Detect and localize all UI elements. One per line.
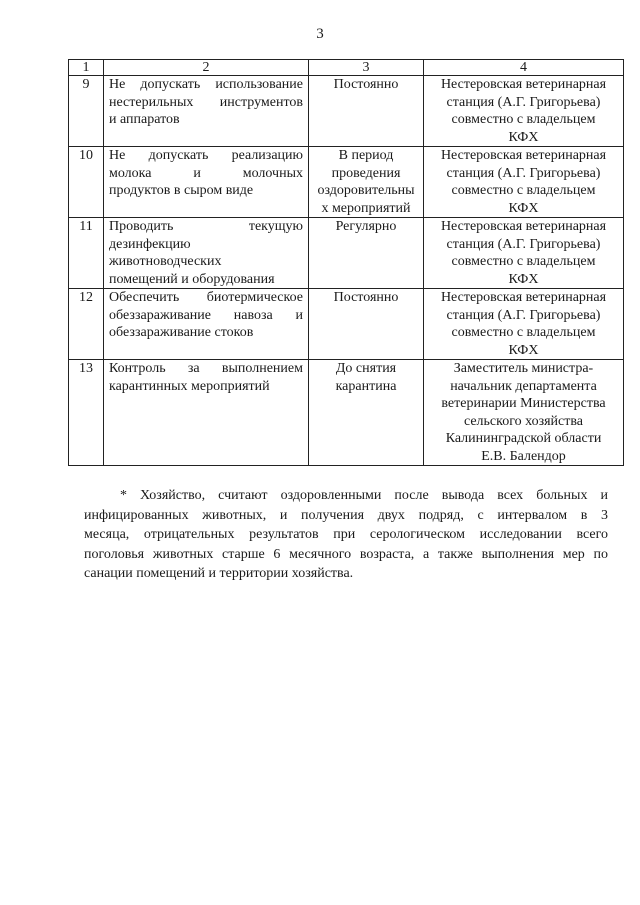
term-cell	[309, 360, 424, 466]
term-text-line: В период	[338, 148, 394, 163]
action-text-line: помещений и оборудования	[109, 271, 275, 287]
responsible-text-line: станция (А.Г. Григорьева)	[446, 165, 601, 181]
responsible-text-line: станция (А.Г. Григорьева)	[446, 236, 601, 252]
responsible-text-line: КФХ	[508, 342, 539, 358]
action-text-line: молока и молочных	[109, 165, 303, 181]
row-number: 9	[69, 76, 104, 147]
footnote-line: инфицированных животных, и получения двух подряд, с интервалом в 3	[84, 507, 608, 523]
responsible-text-line: совместно с владельцем	[451, 254, 596, 269]
responsible-text-line: Нестеровская ветеринарная	[440, 219, 607, 234]
action-text-line: Проводить текущую	[109, 219, 303, 234]
responsible-text-line: начальник департамента	[450, 378, 597, 394]
table-header-row	[69, 60, 624, 76]
responsible-text-line: совместно с владельцем	[451, 325, 596, 340]
responsible-text-line: ветеринарии Министерства	[441, 396, 606, 411]
responsible-text-line: совместно с владельцем	[451, 112, 596, 127]
responsible-text-line: Нестеровская ветеринарная	[440, 148, 607, 163]
term-text-line: оздоровительны	[317, 183, 415, 198]
action-text-line: дезинфекцию	[109, 236, 191, 252]
action-text-line: обеззараживание навоза и	[109, 307, 303, 323]
responsible-text-line: КФХ	[508, 271, 539, 287]
table-row	[69, 289, 624, 360]
action-text-line: животноводческих	[109, 254, 222, 269]
responsible-text-line: КФХ	[508, 129, 539, 145]
responsible-cell	[424, 289, 624, 360]
table-body	[69, 76, 624, 466]
action-text-line: карантинных мероприятий	[109, 378, 270, 394]
responsible-text-line: станция (А.Г. Григорьева)	[446, 94, 601, 110]
action-text-line: и аппаратов	[109, 112, 180, 127]
row-number: 11	[69, 218, 104, 289]
footnote	[84, 486, 608, 584]
footnote-line: * Хозяйство, считают оздоровленными после вывода всех больных и	[120, 488, 608, 503]
term-text-line: х мероприятий	[321, 200, 411, 216]
action-cell	[104, 289, 309, 360]
responsible-text-line: КФХ	[508, 200, 539, 216]
page-number: 3	[316, 26, 324, 42]
responsible-cell	[424, 147, 624, 218]
footnote-line: месяца, отрицательных результатов при серологическом исследовании всего	[84, 527, 608, 542]
action-cell	[104, 76, 309, 147]
responsible-text-line: Е.В. Балендор	[481, 448, 566, 464]
action-text-line: Не допускать использование	[109, 77, 303, 92]
table-row	[69, 360, 624, 466]
responsible-text-line: станция (А.Г. Григорьева)	[446, 307, 601, 323]
row-number: 10	[69, 147, 104, 218]
column-header-4: 4	[424, 60, 624, 76]
table-row	[69, 76, 624, 147]
responsible-cell	[424, 360, 624, 466]
term-text-line: карантина	[335, 378, 397, 394]
action-text-line: Обеспечить биотермическое	[109, 290, 303, 305]
column-header-2: 2	[104, 60, 309, 76]
responsible-text-line: Нестеровская ветеринарная	[440, 77, 607, 92]
term-text-line: Регулярно	[335, 219, 397, 234]
action-text-line: Не допускать реализацию	[109, 148, 303, 163]
measures-table	[68, 59, 624, 466]
term-cell	[309, 289, 424, 360]
term-text-line: Постоянно	[333, 77, 399, 92]
responsible-text-line: совместно с владельцем	[451, 183, 596, 198]
term-cell	[309, 147, 424, 218]
row-number: 13	[69, 360, 104, 466]
action-cell	[104, 360, 309, 466]
row-number: 12	[69, 289, 104, 360]
action-text-line: продуктов в сыром виде	[109, 183, 254, 198]
action-cell	[104, 218, 309, 289]
action-text-line: нестерильных инструментов	[109, 94, 303, 110]
action-text-line: Контроль за выполнением	[109, 361, 303, 376]
term-cell	[309, 218, 424, 289]
footnote-line: санации помещений и территории хозяйства.	[84, 566, 354, 581]
responsible-text-line: сельского хозяйства	[463, 413, 584, 429]
responsible-cell	[424, 218, 624, 289]
action-cell	[104, 147, 309, 218]
term-text-line: До снятия	[335, 361, 397, 376]
responsible-cell	[424, 76, 624, 147]
term-text-line: проведения	[331, 165, 401, 181]
table-row	[69, 218, 624, 289]
responsible-text-line: Калининградской области	[445, 431, 602, 446]
action-text-line: обеззараживание стоков	[109, 325, 254, 340]
footnote-line: поголовья животных старше 6 месячного возраста, а также выполнения мер по	[84, 546, 608, 562]
column-header-3: 3	[309, 60, 424, 76]
responsible-text-line: Нестеровская ветеринарная	[440, 290, 607, 305]
column-header-1: 1	[69, 60, 104, 76]
term-text-line: Постоянно	[333, 290, 399, 305]
table-row	[69, 147, 624, 218]
responsible-text-line: Заместитель министра-	[453, 361, 594, 376]
term-cell	[309, 76, 424, 147]
